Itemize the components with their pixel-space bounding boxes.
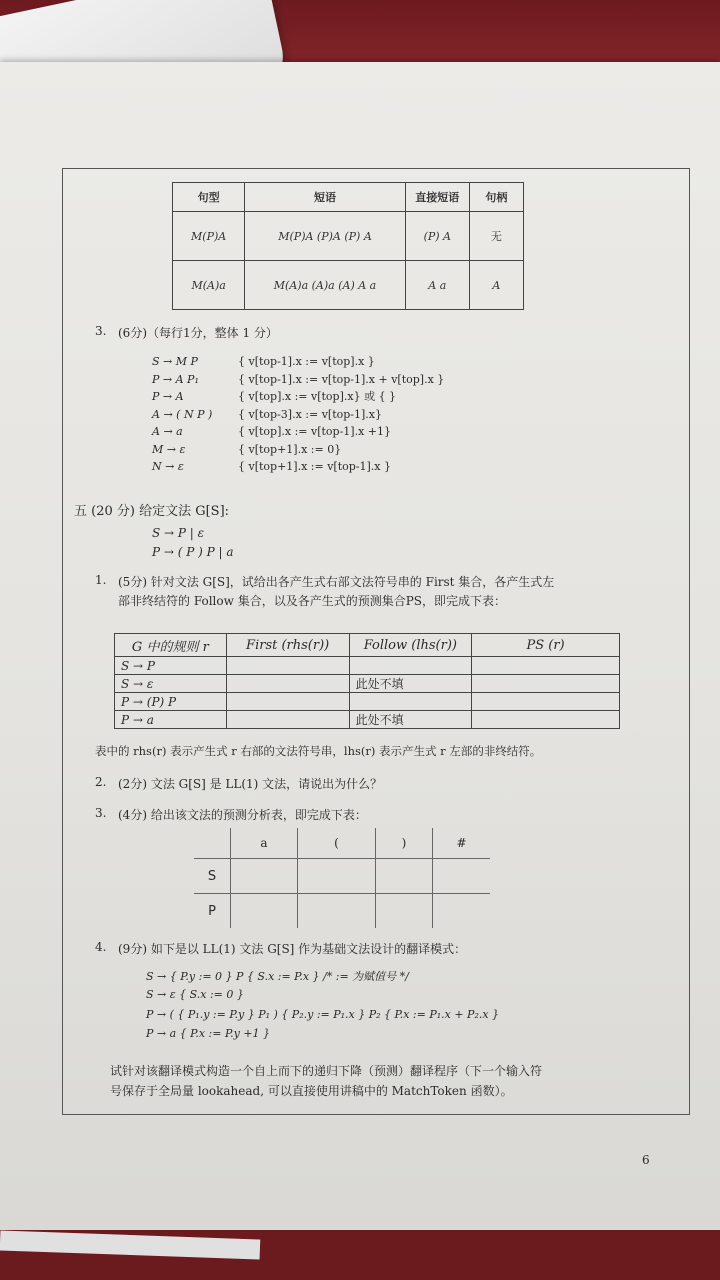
grammar-line: P → ( P ) P | a (152, 545, 234, 559)
q4-task-line2: 号保存于全局量 lookahead, 可以直接使用讲稿中的 MatchToken 函数）。 (110, 1084, 513, 1098)
parsing-table-cell (231, 894, 298, 929)
rule-action: { v[top-1].x := v[top-1].x + v[top].x } (238, 372, 445, 386)
table2-rule: P → (P) P (115, 693, 227, 711)
table1-header-0: 句型 (173, 183, 245, 212)
parsing-table-cell (298, 894, 376, 929)
rule-action: { v[top].x := v[top-1].x +1} (238, 425, 392, 438)
parsing-table-cell (376, 894, 433, 929)
rule-action: { v[top].x := v[top].x} 或 { } (238, 390, 397, 403)
q1-line2: 部非终结符的 Follow 集合，以及各产生式的预测集合PS，即完成下表： (118, 594, 506, 608)
q4-text: (9分) 如下是以 LL(1) 文法 G[S] 作为基础文法设计的翻译模式： (118, 942, 467, 956)
q2-text: (2分) 文法 G[S] 是 LL(1) 文法，请说出为什么？ (118, 777, 383, 791)
handle-table (172, 182, 524, 310)
table1-header-3: 句柄 (469, 183, 523, 212)
table2-header-2: Follow (lhs(r)) (349, 634, 472, 657)
rule-lhs: N → ε (152, 460, 184, 473)
table2-rule: S → P (115, 657, 227, 675)
table2-cell: 此处不填 (349, 711, 472, 729)
table1-cell: 无 (469, 212, 523, 261)
table2-cell (349, 693, 472, 711)
table2-header-0: G 中的规则 r (115, 634, 227, 657)
q3a-number: 3. (95, 324, 107, 338)
q4-task-line1: 试针对该翻译模式构造一个自上而下的递归下降（预测）翻译程序（下一个输入符 (110, 1064, 543, 1078)
table1-header-1: 短语 (245, 183, 406, 212)
table1-cell: (P) A (405, 212, 469, 261)
parsing-table (194, 828, 490, 928)
table2-cell (226, 675, 349, 693)
parsing-table-header: ) (376, 828, 433, 859)
parsing-table-cell (231, 859, 298, 894)
rule-lhs: A → a (152, 425, 183, 438)
parsing-table-cell (433, 859, 491, 894)
table2-cell (226, 693, 349, 711)
parsing-table-cell (298, 859, 376, 894)
parsing-table-header: ( (298, 828, 376, 859)
q3a-rule-action-list (238, 353, 444, 476)
q3b-text: (4分) 给出该文法的预测分析表，即完成下表： (118, 808, 367, 822)
table1-cell: A a (405, 261, 469, 310)
table2-cell (472, 675, 620, 693)
table2-cell (349, 657, 472, 675)
parsing-table-cell (433, 894, 491, 929)
table2-header-1: First (rhs(r)) (226, 634, 349, 657)
rule-action: { v[top+1].x := 0} (238, 442, 342, 456)
table1-cell: M(A)a (A)a (A) A a (245, 261, 406, 310)
section5-title: 五 (20 分) 给定文法 G[S]: (74, 504, 230, 519)
table2-cell: 此处不填 (349, 675, 472, 693)
rule-lhs: S → M P (152, 355, 198, 368)
table1-header-2: 直接短语 (405, 183, 469, 212)
translation-line: S → { P.y := 0 } P { S.x := P.x } /* := 为赋值号 */ (146, 970, 409, 983)
page-number: 6 (642, 1153, 650, 1167)
rule-lhs: A → ( N P ) (152, 407, 213, 421)
parsing-table-corner (194, 828, 231, 859)
table2-cell (226, 657, 349, 675)
q1-line1: (5分) 针对文法 G[S]，试给出各产生式右部文法符号串的 First 集合，各产生式左 (118, 575, 555, 589)
table2-header-3: PS (r) (472, 634, 620, 657)
parsing-table-cell (376, 859, 433, 894)
rule-lhs: P → A P₁ (152, 372, 199, 386)
rule-action: { v[top-3].x := v[top-1].x} (238, 407, 383, 421)
table2-cell (472, 657, 620, 675)
rule-lhs: M → ε (152, 442, 186, 456)
q3a-rule-lhs-list (152, 353, 212, 476)
table1-cell: M(A)a (173, 261, 245, 310)
parsing-table-header: a (231, 828, 298, 859)
table2-rule: S → ε (115, 675, 227, 693)
parsing-table-row-label: S (194, 859, 231, 894)
q1-note: 表中的 rhs(r) 表示产生式 r 右部的文法符号串，lhs(r) 表示产生式 r 左部的非终结符。 (95, 744, 542, 758)
parsing-table-header: # (433, 828, 491, 859)
q3a-heading: (6分)（每行1分，整体 1 分） (118, 326, 278, 340)
rule-action: { v[top-1].x := v[top].x } (238, 355, 375, 368)
q3b-number: 3. (95, 806, 107, 820)
table1-cell: M(P)A (173, 212, 245, 261)
q1-number: 1. (95, 573, 107, 587)
table2-cell (472, 711, 620, 729)
translation-line: S → ε { S.x := 0 } (146, 988, 244, 1001)
table1-cell: M(P)A (P)A (P) A (245, 212, 406, 261)
q4-number: 4. (95, 940, 107, 954)
rule-lhs: P → A (152, 390, 184, 403)
grammar-line: S → P | ε (152, 526, 205, 540)
parsing-table-row-label: P (194, 894, 231, 929)
table2-rule: P → a (115, 711, 227, 729)
translation-line: P → a { P.x := P.y +1 } (146, 1027, 271, 1040)
table2-cell (226, 711, 349, 729)
table2-cell (472, 693, 620, 711)
first-follow-table (114, 633, 620, 729)
q2-number: 2. (95, 775, 107, 789)
translation-line: P → ( { P₁.y := P.y } P₁ ) { P₂.y := P₁.x } P₂ { P.x := P₁.x + P₂.x } (146, 1008, 500, 1021)
rule-action: { v[top+1].x := v[top-1].x } (238, 460, 392, 473)
table1-cell: A (469, 261, 523, 310)
